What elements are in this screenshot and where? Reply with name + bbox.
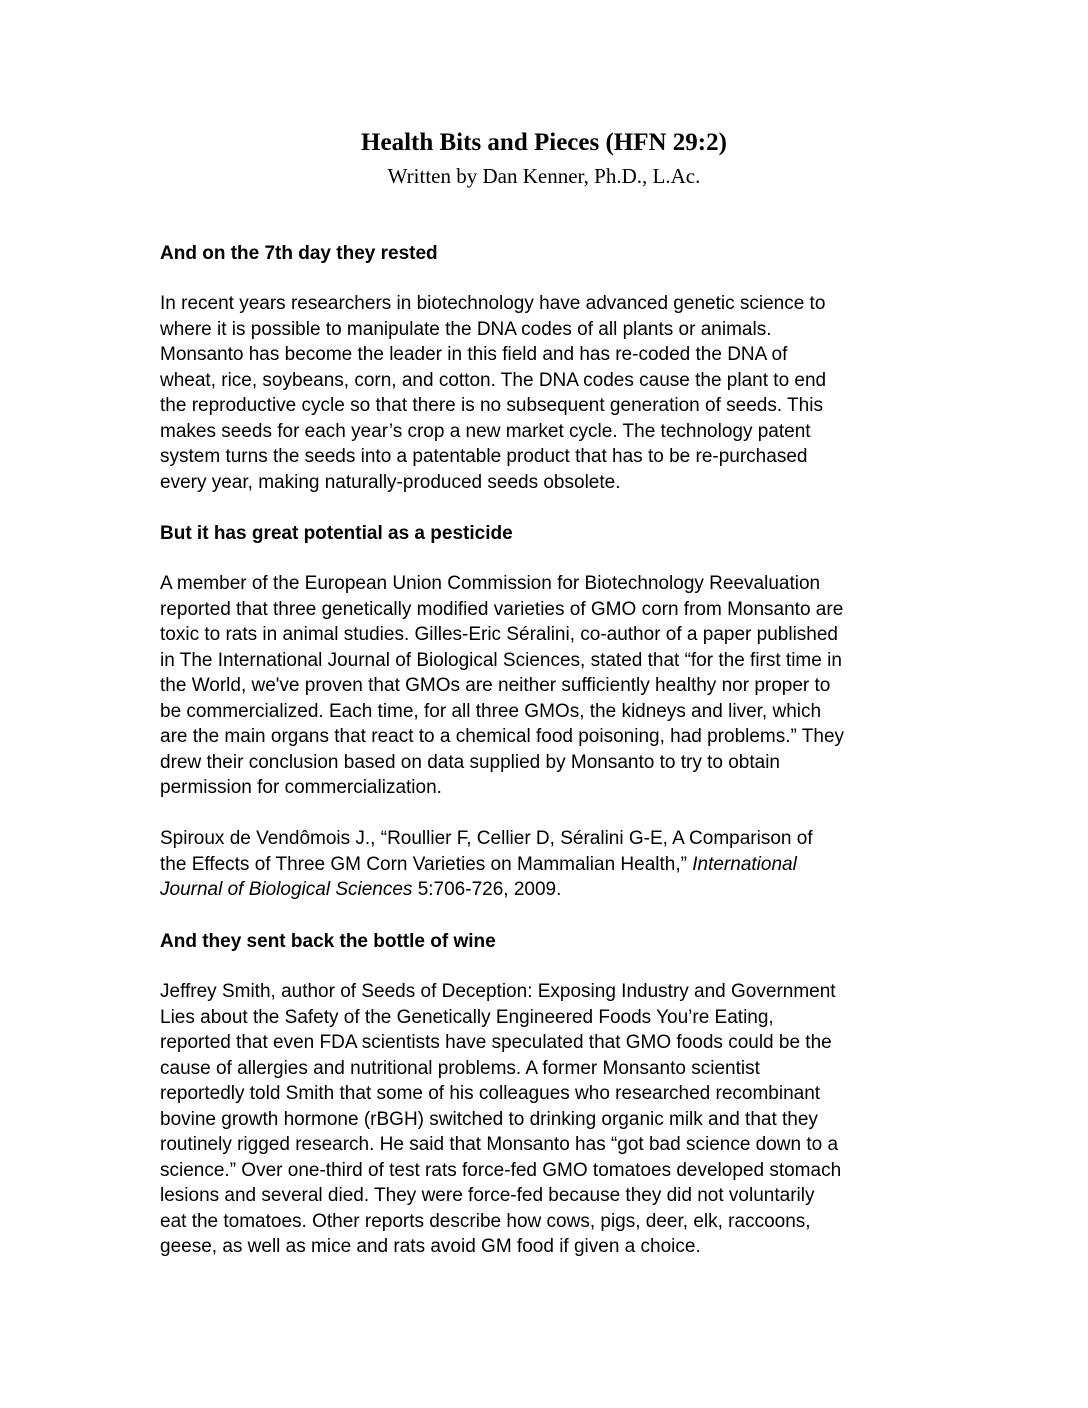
- citation-journal-title: Journal of Biological Sciences: [160, 879, 413, 900]
- section-paragraph-7th-day: [160, 291, 940, 495]
- paragraph-line: the reproductive cycle so that there is no subsequent generation of seeds. This: [160, 395, 823, 416]
- section-heading-bottle-of-wine: And they sent back the bottle of wine: [160, 931, 496, 952]
- paragraph-line: science.” Over one-third of test rats force-fed GMO tomatoes developed stomach: [160, 1159, 842, 1181]
- paragraph-line: makes seeds for each year’s crop a new market cycle. The technology patent: [160, 420, 811, 442]
- paragraph-line: permission for commercialization.: [160, 777, 442, 798]
- paragraph-line: bovine growth hormone (rBGH) switched to drinking organic milk and that they: [160, 1108, 818, 1130]
- paragraph-line: In recent years researchers in biotechnology have advanced genetic science to: [160, 293, 826, 314]
- paragraph-line: eat the tomatoes. Other reports describe how cows, pigs, deer, elk, raccoons,: [160, 1210, 811, 1232]
- paragraph-line: reported that three genetically modified varieties of GMO corn from Monsanto are: [160, 598, 844, 620]
- section-paragraph-bottle-of-wine: [160, 979, 940, 1260]
- paragraph-line: reportedly told Smith that some of his colleagues who researched recombinant: [160, 1083, 821, 1104]
- document-title: Health Bits and Pieces (HFN 29:2): [361, 129, 727, 156]
- citation-line: [160, 852, 940, 878]
- section-paragraph-pesticide: [160, 571, 940, 801]
- paragraph-line: A member of the European Union Commission for Biotechnology Reevaluation: [160, 573, 821, 594]
- paragraph-line: the World, we've proven that GMOs are neither sufficiently healthy nor proper to: [160, 675, 831, 696]
- citation-text: 5:706-726, 2009.: [412, 879, 562, 900]
- paragraph-line: drew their conclusion based on data supplied by Monsanto to try to obtain: [160, 751, 780, 773]
- paragraph-line: Monsanto has become the leader in this field and has re-coded the DNA of: [160, 344, 788, 365]
- citation: [160, 826, 940, 903]
- paragraph-line: are the main organs that react to a chemical food poisoning, had problems.” They: [160, 726, 845, 747]
- citation-line: Spiroux de Vendômois J., “Roullier F, Cellier D, Séralini G-E, A Comparison of: [160, 828, 813, 849]
- paragraph-line: Lies about the Safety of the Genetically Engineered Foods You’re Eating,: [160, 1006, 774, 1028]
- paragraph-line: system turns the seeds into a patentable product that has to be re-purchased: [160, 446, 808, 467]
- citation-journal-title: International: [692, 853, 797, 875]
- section-heading-7th-day: And on the 7th day they rested: [160, 243, 438, 264]
- paragraph-line: every year, making naturally-produced seeds obsolete.: [160, 471, 621, 493]
- paragraph-line: reported that even FDA scientists have speculated that GMO foods could be the: [160, 1032, 832, 1053]
- citation-line: [160, 877, 940, 903]
- section-heading-pesticide: But it has great potential as a pesticide: [160, 523, 513, 544]
- paragraph-line: toxic to rats in animal studies. Gilles-Eric Séralini, co-author of a paper published: [160, 624, 838, 645]
- paragraph-line: wheat, rice, soybeans, corn, and cotton. The DNA codes cause the plant to end: [160, 369, 827, 391]
- citation-text: the Effects of Three GM Corn Varieties on Mammalian Health,”: [160, 853, 693, 875]
- paragraph-line: where it is possible to manipulate the DNA codes of all plants or animals.: [160, 318, 772, 340]
- paragraph-line: lesions and several died. They were force-fed because they did not voluntarily: [160, 1185, 815, 1206]
- paragraph-line: be commercialized. Each time, for all three GMOs, the kidneys and liver, which: [160, 700, 822, 722]
- paragraph-line: Jeffrey Smith, author of Seeds of Deception: Exposing Industry and Government: [160, 981, 836, 1002]
- document-byline: Written by Dan Kenner, Ph.D., L.Ac.: [387, 164, 701, 188]
- paragraph-line: routinely rigged research. He said that Monsanto has “got bad science down to a: [160, 1134, 839, 1155]
- paragraph-line: geese, as well as mice and rats avoid GM food if given a choice.: [160, 1236, 701, 1257]
- paragraph-line: in The International Journal of Biological Sciences, stated that “for the first time in: [160, 649, 842, 671]
- paragraph-line: cause of allergies and nutritional problems. A former Monsanto scientist: [160, 1057, 760, 1079]
